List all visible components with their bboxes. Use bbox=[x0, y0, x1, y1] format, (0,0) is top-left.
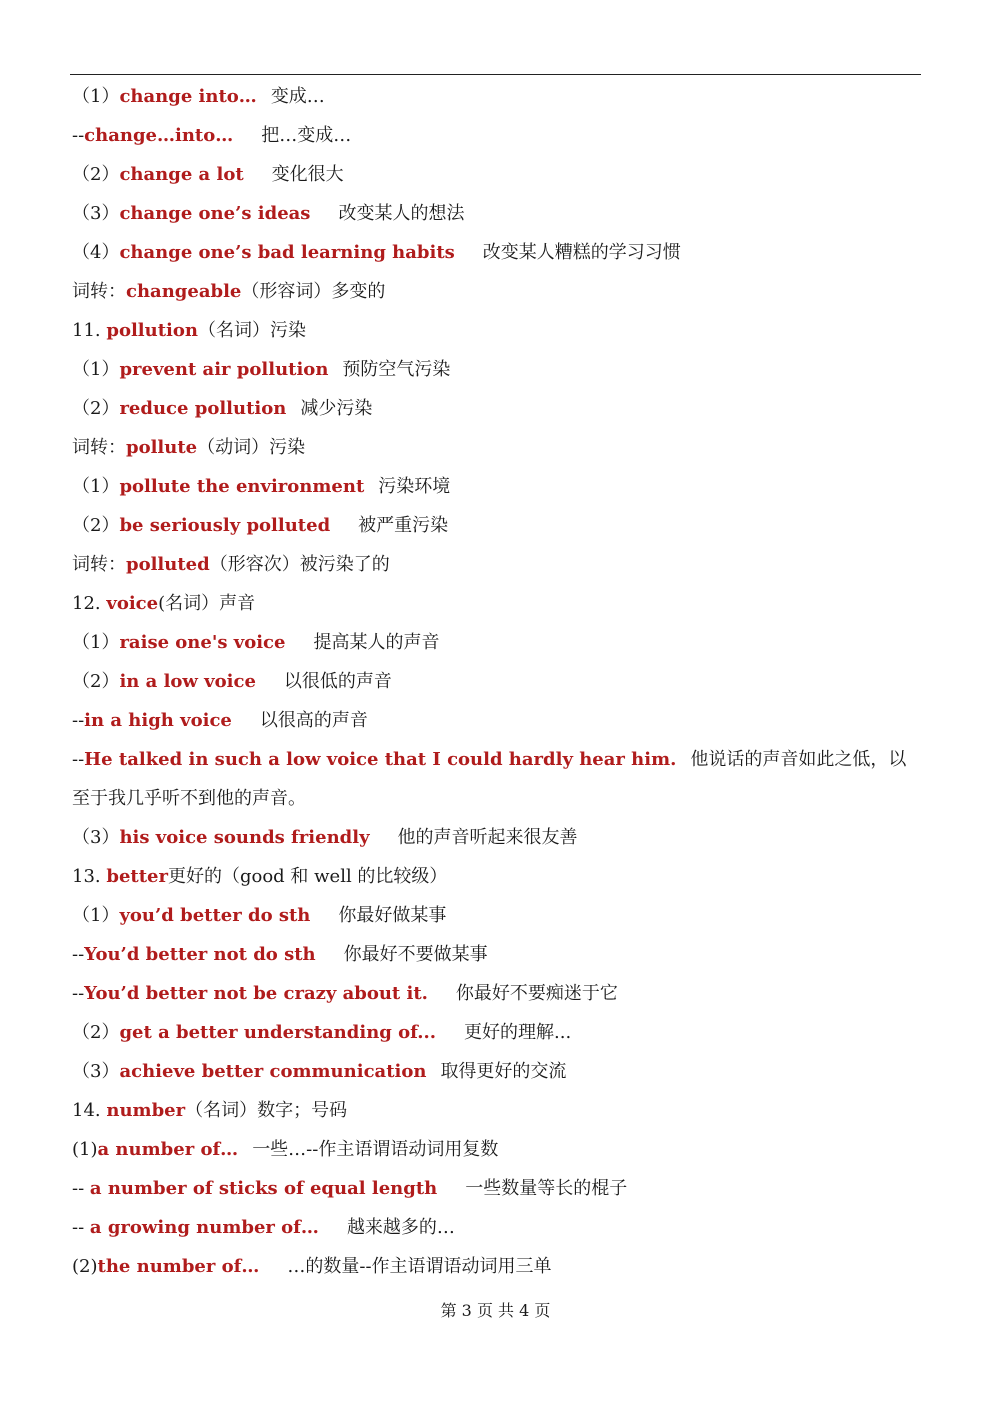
english-phrase: in a high voice bbox=[84, 710, 232, 731]
english-phrase: pollute bbox=[126, 437, 198, 458]
note-line: --in a high voice 以很高的声音 bbox=[72, 710, 368, 731]
english-phrase: change one’s ideas bbox=[119, 203, 311, 224]
note-line: （4）change one’s bad learning habits 改变某人糟糕的学习习惯 bbox=[72, 242, 681, 263]
chinese-meaning: 更好的理解... bbox=[464, 1022, 572, 1043]
chinese-meaning: 一些…--作主语谓语动词用复数 bbox=[252, 1139, 499, 1160]
chinese-meaning: 以很高的声音 bbox=[259, 710, 368, 731]
chinese-meaning: 取得更好的交流 bbox=[440, 1061, 567, 1082]
chinese-meaning: 变成… bbox=[270, 86, 325, 107]
english-phrase: achieve better communication bbox=[119, 1061, 427, 1082]
chinese-meaning: 你最好不要做某事 bbox=[343, 944, 488, 965]
chinese-meaning: 变化很大 bbox=[271, 164, 344, 185]
english-phrase: You’d better not do sth bbox=[84, 944, 316, 965]
chinese-meaning: 以很低的声音 bbox=[283, 671, 392, 692]
chinese-meaning: （形容次）被污染了的 bbox=[209, 554, 390, 575]
chinese-meaning: 至于我几乎听不到他的声音。 bbox=[72, 788, 306, 809]
english-phrase: reduce pollution bbox=[119, 398, 287, 419]
english-phrase: You’d better not be crazy about it. bbox=[84, 983, 428, 1004]
chinese-meaning: 预防空气污染 bbox=[342, 359, 451, 380]
chinese-meaning: （形容词）多变的 bbox=[241, 281, 386, 302]
note-line: （2）in a low voice 以很低的声音 bbox=[72, 671, 392, 692]
note-line: (2)the number of… …的数量--作主语谓语动词用三单 bbox=[72, 1256, 552, 1277]
chinese-meaning: 把…变成… bbox=[261, 125, 352, 146]
english-phrase: a growing number of… bbox=[89, 1217, 319, 1238]
chinese-meaning: 你最好不要痴迷于它 bbox=[455, 983, 618, 1004]
chinese-meaning: 你最好做某事 bbox=[338, 905, 447, 926]
note-line: （1）raise one's voice 提高某人的声音 bbox=[72, 632, 440, 653]
note-line: （1）pollute the environment 污染环境 bbox=[72, 476, 451, 497]
note-line: （2）change a lot 变化很大 bbox=[72, 164, 344, 185]
english-phrase: change a lot bbox=[119, 164, 244, 185]
english-phrase: voice bbox=[106, 593, 159, 614]
note-line: 13. better更好的（good 和 well 的比较级） bbox=[72, 866, 448, 887]
chinese-meaning: 污染环境 bbox=[378, 476, 451, 497]
note-line: （2）be seriously polluted 被严重污染 bbox=[72, 515, 449, 536]
note-line: -- a growing number of… 越来越多的… bbox=[72, 1217, 455, 1238]
page-number: 第 3 页 共 4 页 bbox=[440, 1301, 551, 1320]
english-phrase: be seriously polluted bbox=[119, 515, 331, 536]
english-phrase: you’d better do sth bbox=[119, 905, 311, 926]
english-phrase: He talked in such a low voice that I could hardly hear him. bbox=[84, 749, 677, 770]
english-phrase: change into… bbox=[119, 86, 257, 107]
english-phrase: a number of sticks of equal length bbox=[89, 1178, 438, 1199]
chinese-meaning: （名词）数字；号码 bbox=[185, 1100, 348, 1121]
english-phrase: change…into… bbox=[84, 125, 234, 146]
english-phrase: change one’s bad learning habits bbox=[119, 242, 455, 263]
note-line: 14. number（名词）数字；号码 bbox=[72, 1100, 348, 1121]
english-phrase: polluted bbox=[126, 554, 210, 575]
chinese-meaning: 提高某人的声音 bbox=[313, 632, 440, 653]
note-line bbox=[72, 779, 922, 818]
note-line: （1）prevent air pollution 预防空气污染 bbox=[72, 359, 451, 380]
chinese-meaning: 减少污染 bbox=[300, 398, 373, 419]
chinese-meaning: 越来越多的… bbox=[346, 1217, 455, 1238]
note-line: 11. pollution（名词）污染 bbox=[72, 320, 306, 341]
chinese-meaning: 他的声音听起来很友善 bbox=[397, 827, 578, 848]
english-phrase: pollution bbox=[106, 320, 198, 341]
note-line: --You’d better not do sth 你最好不要做某事 bbox=[72, 944, 488, 965]
note-line: （3）change one’s ideas 改变某人的想法 bbox=[72, 203, 465, 224]
header-rule bbox=[70, 74, 921, 75]
english-phrase: changeable bbox=[126, 281, 242, 302]
english-phrase: get a better understanding of... bbox=[119, 1022, 437, 1043]
note-line: 词转：pollute（动词）污染 bbox=[72, 437, 306, 458]
english-phrase: a number of… bbox=[97, 1139, 239, 1160]
note-line: （3）achieve better communication 取得更好的交流 bbox=[72, 1061, 567, 1082]
note-line: --He talked in such a low voice that I could hardly hear him. 他说话的声音如此之低，以 bbox=[72, 749, 907, 770]
note-line: 词转：polluted（形容次）被污染了的 bbox=[72, 554, 390, 575]
note-line: 词转：changeable（形容词）多变的 bbox=[72, 281, 386, 302]
note-line: --change…into… 把…变成… bbox=[72, 125, 352, 146]
english-phrase: raise one's voice bbox=[119, 632, 286, 653]
note-line: （3）his voice sounds friendly 他的声音听起来很友善 bbox=[72, 827, 578, 848]
chinese-meaning: 他说话的声音如此之低，以 bbox=[690, 749, 907, 770]
chinese-meaning: …的数量--作主语谓语动词用三单 bbox=[287, 1256, 552, 1277]
chinese-meaning: （动词）污染 bbox=[197, 437, 306, 458]
note-line: （2）reduce pollution 减少污染 bbox=[72, 398, 373, 419]
note-line: 12. voice(名词）声音 bbox=[72, 593, 256, 614]
note-line: （2）get a better understanding of... 更好的理解... bbox=[72, 1022, 572, 1043]
chinese-meaning: （名词）污染 bbox=[197, 320, 306, 341]
english-phrase: the number of… bbox=[97, 1256, 260, 1277]
note-line: -- a number of sticks of equal length 一些数量等长的棍子 bbox=[72, 1178, 628, 1199]
note-line: (1)a number of… 一些…--作主语谓语动词用复数 bbox=[72, 1139, 499, 1160]
chinese-meaning: 更好的（good 和 well 的比较级） bbox=[167, 866, 448, 887]
english-phrase: better bbox=[106, 866, 168, 887]
chinese-meaning: 改变某人糟糕的学习习惯 bbox=[482, 242, 681, 263]
english-phrase: in a low voice bbox=[119, 671, 256, 692]
note-line: （1）you’d better do sth 你最好做某事 bbox=[72, 905, 447, 926]
english-phrase: his voice sounds friendly bbox=[119, 827, 370, 848]
vocabulary-notes bbox=[72, 77, 922, 1286]
chinese-meaning: 改变某人的想法 bbox=[338, 203, 465, 224]
note-line: （1）change into… 变成… bbox=[72, 86, 325, 107]
chinese-meaning: 被严重污染 bbox=[358, 515, 449, 536]
note-line: --You’d better not be crazy about it. 你最好不要痴迷于它 bbox=[72, 983, 618, 1004]
chinese-meaning: (名词）声音 bbox=[158, 593, 256, 614]
english-phrase: number bbox=[106, 1100, 186, 1121]
english-phrase: prevent air pollution bbox=[119, 359, 329, 380]
chinese-meaning: 一些数量等长的棍子 bbox=[465, 1178, 628, 1199]
english-phrase: pollute the environment bbox=[119, 476, 365, 497]
